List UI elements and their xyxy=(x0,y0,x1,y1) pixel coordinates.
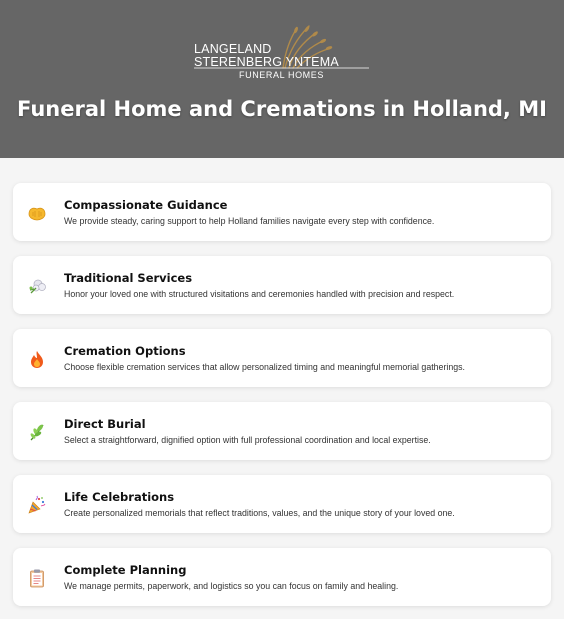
hands-icon xyxy=(27,203,47,223)
service-description: Create personalized memorials that reflect traditions, values, and the unique story of your loved one. xyxy=(64,508,455,518)
service-title: Compassionate Guidance xyxy=(64,198,228,212)
service-description: Choose flexible cremation services that allow personalized timing and meaningful memorial gatherings. xyxy=(64,362,465,372)
service-description: We provide steady, caring support to help Holland families navigate every step with confidence. xyxy=(64,216,435,226)
service-description: Honor your loved one with structured visitations and ceremonies handled with precision and respect. xyxy=(64,289,455,299)
service-description: Select a straightforward, dignified option with full professional coordination and local expertise. xyxy=(64,435,431,445)
service-title: Direct Burial xyxy=(64,417,146,431)
service-card-traditional-services xyxy=(13,256,551,314)
service-card-complete-planning xyxy=(13,548,551,606)
service-card-cremation-options xyxy=(13,329,551,387)
page-title: Funeral Home and Cremations in Holland, MI xyxy=(17,97,547,121)
service-title: Complete Planning xyxy=(64,563,187,577)
logo-text-line2: STERENBERG YNTEMA xyxy=(194,55,339,69)
party-popper-icon xyxy=(27,495,47,515)
brand-logo[interactable] xyxy=(193,22,373,82)
herb-icon xyxy=(27,422,47,442)
service-title: Cremation Options xyxy=(64,344,186,358)
service-description: We manage permits, paperwork, and logistics so you can focus on family and healing. xyxy=(64,581,399,591)
logo-text-line3: FUNERAL HOMES xyxy=(239,70,324,80)
logo-text-line1: LANGELAND xyxy=(194,42,272,56)
service-card-compassionate-guidance xyxy=(13,183,551,241)
clipboard-icon xyxy=(27,568,47,588)
service-title: Life Celebrations xyxy=(64,490,175,504)
service-card-direct-burial xyxy=(13,402,551,460)
service-card-life-celebrations xyxy=(13,475,551,533)
flowers-icon xyxy=(27,276,47,296)
service-title: Traditional Services xyxy=(64,271,193,285)
page-header xyxy=(0,0,564,158)
flame-icon xyxy=(27,349,47,369)
